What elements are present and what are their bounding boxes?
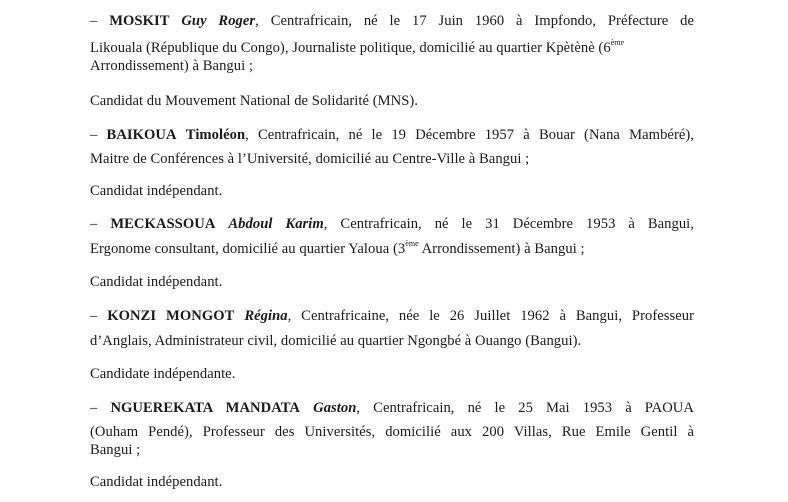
candidate-given-name: Régina bbox=[244, 308, 288, 324]
entry-line bbox=[90, 334, 581, 349]
candidate-details: , Centrafricain, né le 25 Mai 1953 à PAOUA bbox=[356, 400, 694, 416]
list-dash: – bbox=[90, 13, 98, 29]
list-dash: – bbox=[90, 127, 98, 143]
list-dash: – bbox=[90, 400, 98, 416]
entry-line bbox=[90, 59, 253, 74]
candidate-details: , Centrafricaine, née le 26 Juillet 1962 à Bangui, Professeur bbox=[287, 308, 695, 324]
list-dash: – bbox=[90, 216, 98, 232]
candidate-given-name: Gaston bbox=[313, 400, 357, 416]
entry-line bbox=[90, 128, 694, 143]
candidate-details: Bangui ; bbox=[90, 442, 141, 458]
entry-line bbox=[90, 217, 694, 232]
entry-line bbox=[90, 152, 529, 167]
candidate-given-name: Abdoul Karim bbox=[228, 216, 324, 232]
candidacy-label: Candidat indépendant. bbox=[90, 274, 223, 290]
candidate-details: Maitre de Conférences à l’Université, domicilié au Centre-Ville à Bangui ; bbox=[90, 151, 530, 167]
entry-line bbox=[90, 239, 585, 257]
candidate-surname: MOSKIT bbox=[109, 13, 170, 29]
candidacy-label: Candidat du Mouvement National de Solidarité (MNS). bbox=[90, 93, 419, 109]
list-dash: – bbox=[90, 308, 98, 324]
candidate-details: Likouala (République du Congo), Journaliste politique, domicilié au quartier Kpètènè (6 bbox=[90, 40, 611, 56]
candidacy-line bbox=[90, 475, 222, 490]
entry-line bbox=[90, 443, 140, 458]
candidate-given-name: Timoléon bbox=[185, 127, 246, 143]
candidacy-label: Candidat indépendant. bbox=[90, 183, 223, 199]
candidacy-line bbox=[90, 367, 235, 382]
candidate-details: (Ouham Pendé), Professeur des Universités, domicilié aux 200 Villas, Rue Emile Gentil à bbox=[90, 424, 694, 440]
candidacy-line bbox=[90, 94, 418, 109]
candidate-surname: BAIKOUA bbox=[106, 127, 177, 143]
candidacy-label: Candidate indépendante. bbox=[90, 366, 236, 382]
candidate-surname: NGUEREKATA MANDATA bbox=[110, 400, 301, 416]
candidate-given-name: Guy Roger bbox=[181, 13, 256, 29]
candidate-details: Arrondissement) à Bangui ; bbox=[418, 241, 585, 257]
candidate-details: , Centrafricain, né le 31 Décembre 1953 à Bangui, bbox=[323, 216, 694, 232]
candidacy-line bbox=[90, 275, 222, 290]
candidacy-label: Candidat indépendant. bbox=[90, 474, 223, 490]
entry-line bbox=[90, 38, 625, 56]
entry-line bbox=[90, 309, 694, 324]
candidacy-line bbox=[90, 184, 222, 199]
candidate-details: , Centrafricain, né le 19 Décembre 1957 à Bouar (Nana Mambéré), bbox=[245, 127, 694, 143]
entry-line bbox=[90, 14, 694, 29]
candidate-surname: KONZI MONGOT bbox=[107, 308, 235, 324]
candidate-surname: MECKASSOUA bbox=[110, 216, 216, 232]
candidate-details: , Centrafricain, né le 17 Juin 1960 à Impfondo, Préfecture de bbox=[255, 13, 695, 29]
entry-line bbox=[90, 401, 694, 416]
superscript: ème bbox=[405, 239, 419, 248]
superscript: ème bbox=[610, 38, 625, 47]
candidate-details: Arrondissement) à Bangui ; bbox=[90, 58, 254, 74]
candidate-details: Ergonome consultant, domicilié au quartier Yaloua (3 bbox=[90, 241, 406, 257]
entry-line bbox=[90, 425, 694, 440]
candidate-details: d’Anglais, Administrateur civil, domicilié au quartier Ngongbé à Ouango (Bangui). bbox=[90, 333, 582, 349]
